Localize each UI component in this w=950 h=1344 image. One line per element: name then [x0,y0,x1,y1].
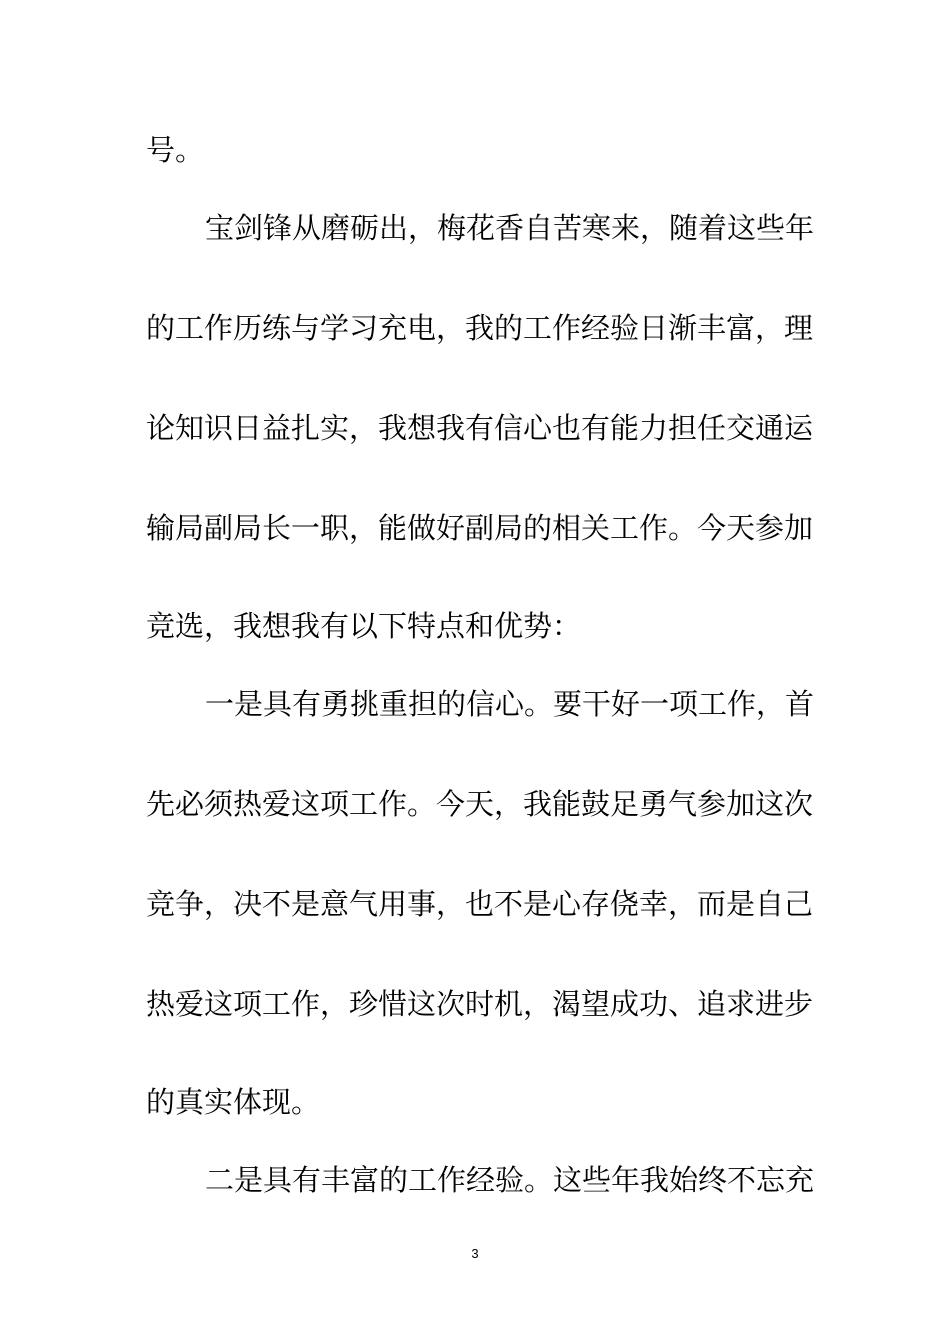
text-line: 热爱这项工作，珍惜这次时机，渴望成功、追求进步 [146,987,814,1021]
paragraph-first-line: 二是具有丰富的工作经验。这些年我始终不忘充 [205,1163,815,1197]
text-line: 竞争，决不是意气用事，也不是心存侥幸，而是自己 [146,887,814,921]
page-number: 3 [471,1246,479,1261]
paragraph-first-line: 宝剑锋从磨砺出，梅花香自苦寒来，随着这些年 [205,211,815,245]
text-line: 输局副局长一职，能做好副局的相关工作。今天参加 [146,511,814,545]
text-line: 竞选，我想我有以下特点和优势： [146,609,582,643]
text-line: 论知识日益扎实，我想我有信心也有能力担任交通运 [146,411,814,445]
text-line: 的真实体现。 [146,1085,321,1119]
text-line: 先必须热爱这项工作。今天，我能鼓足勇气参加这次 [146,787,814,821]
text-line: 号。 [146,133,205,167]
paragraph-first-line: 一是具有勇挑重担的信心。要干好一项工作，首 [205,687,815,721]
text-line: 的工作历练与学习充电，我的工作经验日渐丰富，理 [146,311,814,345]
